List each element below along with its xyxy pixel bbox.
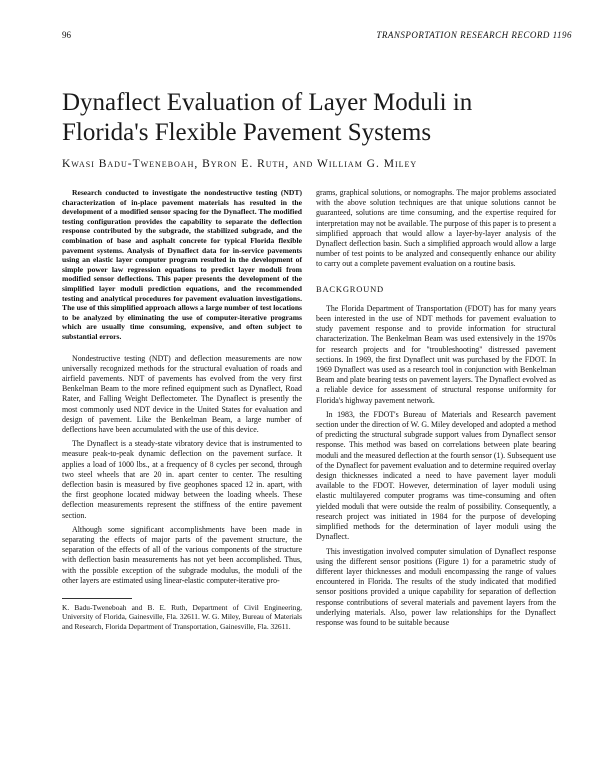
body-paragraph: The Dynaflect is a steady-state vibratory device that is instrumented to measure peak-to-peak dynamic deflection on the pavement surface. It applies a load of 1000 lbs., at a frequency of 8 cycles per second, through two steel wheels that are 20 in. apart center to center. The resulting deflection basin is measured by five geophones spaced 12 in. apart, with the first geophone located midway between the loading wheels. These deflection measurements represent the stiffness of the entire pavement section. bbox=[62, 439, 302, 520]
journal-title: TRANSPORTATION RESEARCH RECORD 1196 bbox=[376, 30, 572, 40]
body-paragraph: This investigation involved computer simulation of Dynaflect response using the different sensor positions (Figure 1) for a parametric study of different layer thicknesses and moduli encompassing the range of values encountered in Florida. The results of the study indicated that modified sensor positions provided a unique capability for separation of deflection response contributions of several materials and pavement layers from the underlying materials. Also, power law relationships for the Dynaflect response was found to be suitable because bbox=[316, 546, 556, 627]
paper-title: Dynaflect Evaluation of Layer Moduli in Florida's Flexible Pavement Systems bbox=[62, 89, 473, 146]
right-column bbox=[316, 188, 556, 632]
author-line: Kwasi Badu-Tweneboah, Byron E. Ruth, and William G. Miley bbox=[62, 158, 418, 170]
page-number: 96 bbox=[62, 30, 71, 40]
author-affiliation-footnote: K. Badu-Tweneboah and B. E. Ruth, Department of Civil Engineering, University of Florida, Gainesville, Fla. 32611. W. G. Miley, Bureau of Materials and Research, Florida Department of Transportation, Gainesville, Fla. 32611. bbox=[62, 602, 302, 631]
body-paragraph: In 1983, the FDOT's Bureau of Materials and Research pavement section under the direction of W. G. Miley developed and adopted a method of predicting the structural subgrade support values from Dynaflect sensor response. This method was based on correlations between plate bearing moduli and the measured deflection at the fourth sensor (1). Subsequent use of the Dynaflect for pavement evaluation and to determine required overlay design thicknesses indicated a need to have pavement layer moduli available to the FDOT. However, determination of layer moduli using elastic multilayered computer programs was time-consuming and often yielded moduli that were outside the realm of possibility. Consequently, a research project was initiated in 1984 for the purpose of developing simplified methods for the determination of layer moduli using the Dynaflect. bbox=[316, 409, 556, 542]
body-paragraph: The Florida Department of Transportation (FDOT) has for many years been interested in the use of NDT methods for pavement evaluation to study pavement response and to provide information for structural characterization. The Benkelman Beam was used extensively in the 1970s for research projects and for "troubleshooting" distressed pavement sections. In 1969, the first Dynaflect unit was purchased by the FDOT. In 1969 Dynaflect was used as a research tool in conjunction with Benkelman Beam and plate bearing tests on pavement layers. The Dynaflect evolved as a reliable device for assessment of structural response uniformity for Florida's highway pavement network. bbox=[316, 303, 556, 405]
section-heading-background: BACKGROUND bbox=[316, 283, 384, 294]
abstract: Research conducted to investigate the nondestructive testing (NDT) characterization of in-place pavement materials has resulted in the development of a modified sensor spacing for the Dynaflect. The modified testing configuration provides the capability to separate the deflection response contributed by the subgrade, the stabilized subgrade, and the combination of base and asphalt concrete for typical Florida flexible pavement systems. Analysis of Dynaflect data for in-service pavements using an elastic layer computer program resulted in the development of simple power law regression equations to predict layer moduli from modified sensor deflections. This paper presents the development of the simplified layer moduli prediction equations, and the recommended testing and analytical procedures for pavement evaluation investigations. The use of this simplified approach allows a large number of test locations to be analyzed by eliminating the use of computer-iterative programs which are usually time consuming, expensive, and often subject to substantial errors. bbox=[62, 188, 302, 341]
body-paragraph: Nondestructive testing (NDT) and deflection measurements are now universally recognized methods for the structural evaluation of roads and airfield pavements. NDT of pavements has evolved from the very first Benkelman Beam to the more refined equipment such as Dynaflect, Road Rater, and Falling Weight Deflectometer. The Dynaflect is presently the most commonly used NDT device in the United States for evaluation and design of pavement. Like the Benkelman Beam, a large number of deflections have been accumulated with the use of this device. bbox=[62, 353, 302, 434]
running-header bbox=[62, 30, 572, 44]
body-paragraph: grams, graphical solutions, or nomographs. The major problems associated with the above solution techniques are that unique solutions cannot be guaranteed, solutions are time consuming, and the expertise required for interpretation may not be available. The purpose of this paper is to present a simplified approach that would allow a layer-by-layer analysis of the Dynaflect deflection basin. Such a simplified approach would allow a large number of test points to be analyzed and consequently enhance our ability to carry out a complete pavement evaluation on a routine basis. bbox=[316, 188, 557, 269]
left-column bbox=[62, 188, 302, 635]
footnote-divider bbox=[62, 598, 132, 599]
body-paragraph: Although some significant accomplishments have been made in separating the effects of major parts of the pavement structure, the separation of the effects of all of the various components of the structure with deflection basin measurements has not yet been accomplished. Thus, with the possible exception of the subgrade modulus, the moduli of the other layers are estimated using linear-elastic computer-iterative pro- bbox=[62, 524, 302, 585]
